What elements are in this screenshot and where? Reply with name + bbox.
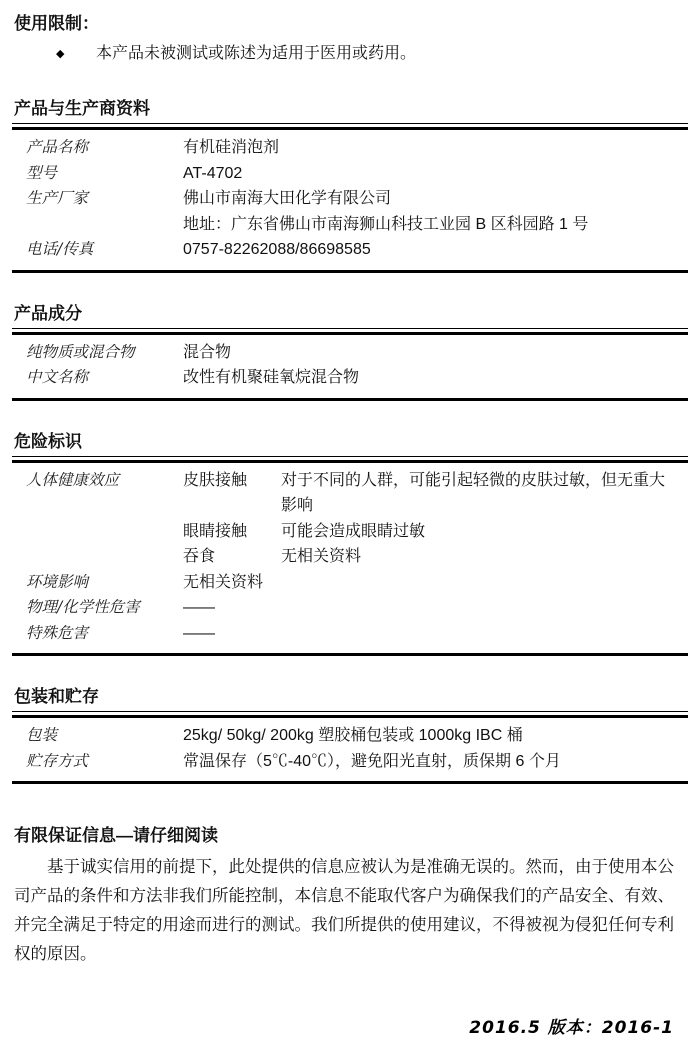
- row-sublabel: ——: [183, 624, 215, 642]
- usage-restriction-text: 本产品未被测试或陈述为适用于医用或药用。: [96, 45, 417, 62]
- table-row: [12, 340, 688, 366]
- usage-restriction-item: [12, 42, 688, 66]
- row-value: 改性有机聚硅氧烷混合物: [183, 369, 360, 386]
- warranty-heading: 有限保证信息—请仔细阅读: [14, 826, 218, 845]
- row-label: 人体健康效应: [26, 470, 120, 489]
- packaging-table: [12, 715, 688, 784]
- row-label: [26, 519, 183, 545]
- row-label: 纯物质或混合物: [26, 342, 135, 361]
- diamond-bullet-icon: ◆: [56, 48, 65, 60]
- section-title-packaging: 包装和贮存: [12, 686, 688, 712]
- section-composition: [12, 303, 688, 401]
- row-value: 25kg/ 50kg/ 200kg 塑胶桶包装或 1000kg IBC 桶: [183, 727, 523, 744]
- version-footer: 2016.5 版本：2016-1: [469, 1018, 674, 1038]
- table-row: [12, 544, 688, 570]
- table-row: [12, 519, 688, 545]
- usage-restriction-heading: 使用限制：: [14, 14, 99, 33]
- row-sublabel: 皮肤接触: [183, 471, 248, 489]
- table-row: [12, 135, 688, 161]
- row-label: 包装: [26, 726, 58, 744]
- row-label: 型号: [26, 163, 58, 182]
- row-label: 贮存方式: [26, 751, 89, 770]
- row-sublabel: 无相关资料: [183, 573, 264, 591]
- product-info-table: [12, 127, 688, 273]
- table-row: [12, 468, 688, 519]
- table-row: [12, 749, 688, 775]
- warranty-section: [12, 824, 688, 968]
- row-value: 混合物: [183, 343, 232, 361]
- table-row: [12, 237, 688, 263]
- row-sublabel: 吞食: [183, 548, 216, 565]
- hazard-table: [12, 460, 688, 657]
- row-value: 可能会造成眼睛过敏: [281, 522, 426, 540]
- row-value: 对于不同的人群，可能引起轻微的皮肤过敏，但无重大影响: [281, 471, 666, 514]
- row-label: 生产厂家: [26, 189, 89, 207]
- table-row: [12, 621, 688, 647]
- row-value: 常温保存（5℃-40℃），避免阳光直射，质保期 6 个月: [183, 752, 561, 770]
- row-value: [281, 621, 678, 647]
- row-value: 佛山市南海大田化学有限公司: [183, 190, 392, 207]
- row-label: [26, 212, 183, 238]
- row-label: 电话/传真: [26, 240, 94, 258]
- row-value: [281, 595, 678, 621]
- composition-table: [12, 332, 688, 401]
- table-row: [12, 161, 688, 187]
- table-row: [12, 570, 688, 596]
- section-hazard: [12, 431, 688, 657]
- row-value: 0757-82262088/86698585: [183, 241, 371, 258]
- table-row: [12, 595, 688, 621]
- row-value: 无相关资料: [281, 548, 362, 565]
- row-value: 有机硅消泡剂: [183, 139, 280, 156]
- section-title-composition: 产品成分: [12, 303, 688, 329]
- row-label: 中文名称: [26, 368, 89, 386]
- row-sublabel: ——: [183, 599, 215, 616]
- row-sublabel: 眼睛接触: [183, 522, 248, 540]
- row-label: 物理/化学性危害: [26, 598, 140, 616]
- table-row: [12, 723, 688, 749]
- table-row: [12, 365, 688, 391]
- row-label: [26, 544, 183, 570]
- table-row: [12, 186, 688, 212]
- row-label: 特殊危害: [26, 623, 89, 642]
- table-row: [12, 212, 688, 238]
- row-value: 地址：广东省佛山市南海狮山科技工业园 B 区科园路 1 号: [183, 215, 589, 233]
- row-value: [281, 570, 678, 596]
- section-title-product-info: 产品与生产商资料: [12, 98, 688, 124]
- row-value: AT-4702: [183, 164, 243, 182]
- section-packaging: [12, 686, 688, 784]
- warranty-paragraph: 基于诚实信用的前提下，此处提供的信息应被认为是准确无误的。然而，由于使用本公司产品的条件和方法非我们所能控制，本信息不能取代客户为确保我们的产品安全、有效、并完全满足于特定的用途而进行的测试。我们所提供的使用建议，不得被视为侵犯任何专利权的原因。: [14, 857, 674, 963]
- section-product-info: [12, 98, 688, 273]
- row-label: 环境影响: [26, 572, 89, 591]
- section-title-hazard: 危险标识: [12, 431, 688, 457]
- row-label: 产品名称: [26, 138, 89, 156]
